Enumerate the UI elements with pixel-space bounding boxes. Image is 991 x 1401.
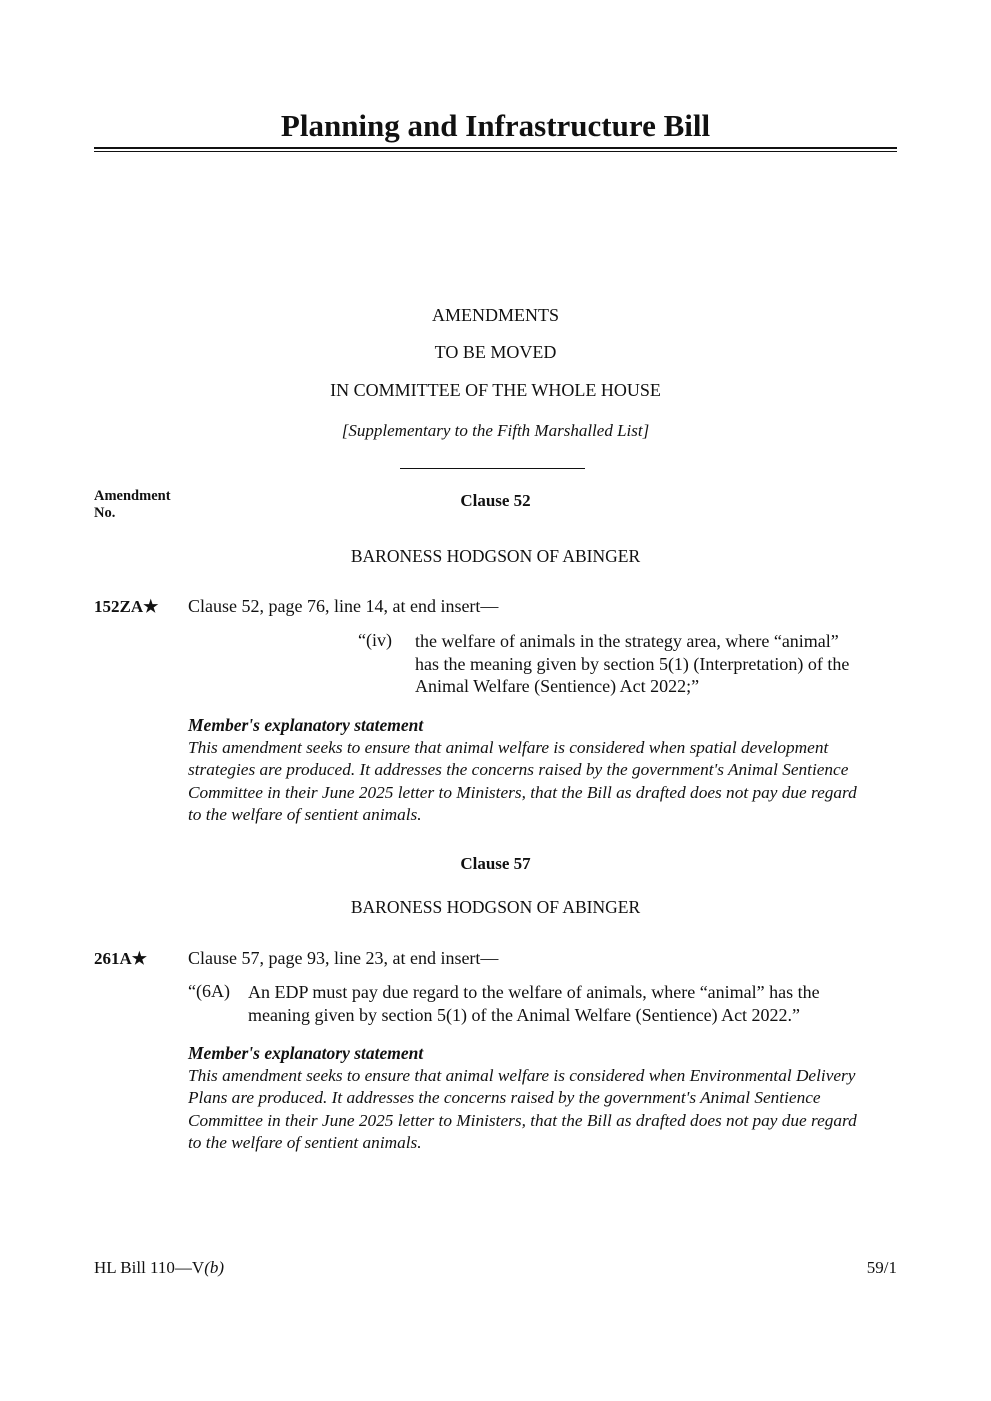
amendment-number: 152ZA★ bbox=[94, 597, 159, 616]
amendment-number: 261A★ bbox=[94, 949, 148, 968]
member-name: BARONESS HODGSON OF ABINGER bbox=[350, 897, 641, 917]
title-rule-thick bbox=[94, 147, 897, 149]
statement-line: Plans are produced. It addresses the concerns raised by the government's Animal Sentience bbox=[188, 1088, 821, 1108]
quote-label: “(iv) bbox=[358, 630, 392, 650]
title-rule-thin bbox=[94, 151, 897, 152]
divider bbox=[400, 468, 585, 469]
clause-heading: Clause 52 bbox=[460, 491, 531, 510]
quote-line: meaning given by section 5(1) of the Animal Welfare (Sentience) Act 2022.” bbox=[248, 1005, 801, 1025]
no-label: No. bbox=[94, 505, 116, 521]
explanatory-statement bbox=[188, 737, 857, 826]
quote-label: “(6A) bbox=[188, 981, 230, 1001]
clause-heading: Clause 57 bbox=[460, 854, 531, 873]
quote-line: Animal Welfare (Sentience) Act 2022;” bbox=[415, 676, 700, 696]
explanatory-statement bbox=[188, 1065, 857, 1154]
statement-line: Committee in their June 2025 letter to Ministers, that the Bill as drafted does not pay due regard bbox=[188, 782, 857, 802]
statement-line: This amendment seeks to ensure that animal welfare is considered when spatial development bbox=[188, 738, 829, 757]
bill-ref-suffix: (b) bbox=[204, 1258, 225, 1277]
statement-line: Committee in their June 2025 letter to Ministers, that the Bill as drafted does not pay due regard bbox=[188, 1110, 857, 1130]
statement-line: to the welfare of sentient animals. bbox=[188, 804, 422, 824]
amendment-instruction: Clause 57, page 93, line 23, at end insert— bbox=[188, 948, 499, 968]
heading-to-be-moved: TO BE MOVED bbox=[434, 342, 557, 362]
amendment-instruction: Clause 52, page 76, line 14, at end insert— bbox=[188, 596, 499, 616]
quote-line: the welfare of animals in the strategy area, where “animal” bbox=[415, 631, 839, 651]
quote-line: has the meaning given by section 5(1) (Interpretation) of the bbox=[415, 653, 850, 674]
member-name: BARONESS HODGSON OF ABINGER bbox=[350, 546, 641, 566]
quote-line: An EDP must pay due regard to the welfare of animals, where “animal” has the bbox=[248, 982, 820, 1002]
statement-heading: Member's explanatory statement bbox=[188, 715, 424, 735]
amendment-label: Amendment bbox=[94, 488, 171, 504]
bill-reference bbox=[94, 1258, 224, 1278]
quote-text bbox=[248, 981, 820, 1027]
bill-ref-text: HL Bill 110—V bbox=[94, 1258, 205, 1277]
page-number: 59/1 bbox=[866, 1258, 897, 1277]
statement-line: to the welfare of sentient animals. bbox=[188, 1132, 422, 1152]
statement-heading: Member's explanatory statement bbox=[188, 1043, 424, 1063]
statement-line: This amendment seeks to ensure that animal welfare is considered when Environmental Delivery bbox=[188, 1066, 856, 1085]
statement-line: strategies are produced. It addresses the concerns raised by the government's Animal Sentience bbox=[188, 760, 849, 780]
heading-amendments: AMENDMENTS bbox=[431, 305, 559, 325]
quote-text bbox=[415, 630, 849, 698]
page-title: Planning and Infrastructure Bill bbox=[280, 108, 711, 143]
heading-committee: IN COMMITTEE OF THE WHOLE HOUSE bbox=[330, 380, 661, 400]
heading-subtitle: [Supplementary to the Fifth Marshalled List] bbox=[341, 421, 650, 440]
